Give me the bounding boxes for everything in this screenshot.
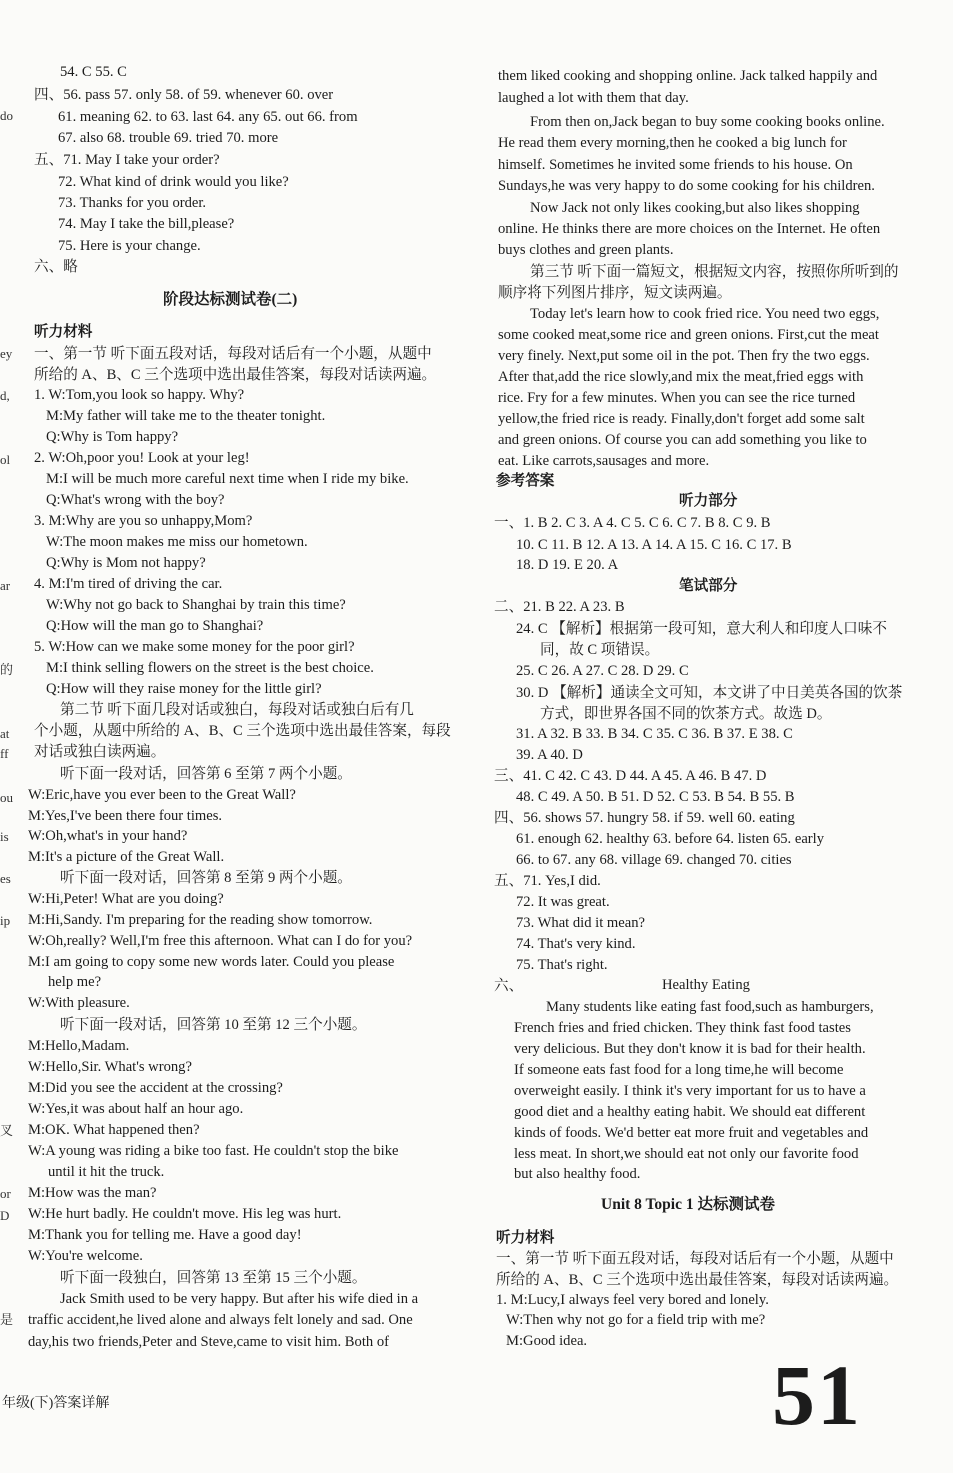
text-line: 74. That's very kind. [516,936,636,952]
edge-fragment: ol [0,452,11,467]
text-line: 二、21. B 22. A 23. B [494,599,625,615]
text-line: 六、 [494,978,524,994]
text-line: yellow,the fried rice is ready. Finally,don't forget add some salt [498,411,865,427]
text-line: 一、第一节 听下面五段对话，每段对话后有一个小题，从题中 [34,346,432,362]
edge-fragment: ip [0,913,11,928]
text-line: 听下面一段对话，回答第 10 至第 12 三个小题。 [60,1017,367,1033]
text-line: 67. also 68. trouble 69. tried 70. more [58,130,279,146]
text-line: If someone eats fast food for a long time,he will become [514,1062,844,1078]
text-line: good diet and a healthy eating habit. We should eat different [514,1104,866,1120]
text-line: 所给的 A、B、C 三个选项中选出最佳答案，每段对话读两遍。 [496,1272,899,1288]
text-line: 4. M:I'm tired of driving the car. [34,576,223,592]
text-line: M:It's a picture of the Great Wall. [28,849,225,865]
edge-fragment: 的 [0,662,14,677]
text-line: 39. A 40. D [516,747,583,763]
edge-fragment: ey [0,346,13,361]
text-line: 2. W:Oh,poor you! Look at your leg! [34,450,250,466]
text-line: 方式，即世界各国不同的饮茶方式。故选 D。 [540,706,832,722]
text-line: 74. May I take the bill,please? [58,216,235,232]
text-line: M:OK. What happened then? [28,1122,200,1138]
text-line: M:I think selling flowers on the street is the best choice. [46,660,374,676]
text-line: overweight easily. I think it's very important for us to have a [514,1083,866,1099]
text-line: and green onions. Of course you can add something you like to [498,432,867,448]
text-line: very delicious. But they don't know it is bad for their health. [514,1041,866,1057]
text-line: 10. C 11. B 12. A 13. A 14. A 15. C 16. C 17. B [516,537,792,553]
text-line: From then on,Jack began to buy some cooking books online. [530,114,885,130]
page-number: 51 [772,1347,862,1443]
text-line: 顺序将下列图片排序，短文读两遍。 [498,285,732,301]
text-line: Q:Why is Tom happy? [46,429,179,445]
text-line: He read them every morning,then he cooked a big lunch for [498,135,847,151]
text-line: 听力材料 [34,324,93,340]
text-line: day,his two friends,Peter and Steve,came to visit him. Both of [28,1334,389,1350]
text-line: M:Good idea. [506,1333,588,1349]
text-line: eat. Like carrots,sausages and more. [498,453,710,469]
text-line: 四、56. pass 57. only 58. of 59. whenever 60. over [34,87,334,103]
text-line: kinds of foods. We'd better eat more fruit and vegetables and [514,1125,869,1141]
text-line: 听下面一段对话，回答第 6 至第 7 两个小题。 [60,766,352,782]
text-line: until it hit the truck. [48,1164,165,1180]
text-line: very finely. Next,put some oil in the pot. Then fry the two eggs. [498,348,870,364]
text-line: buys clothes and green plants. [498,242,674,258]
text-line: 54. C 55. C [60,64,127,80]
text-line: but also healthy food. [514,1166,641,1182]
text-line: W:With pleasure. [28,995,130,1011]
text-line: M:Yes,I've been there four times. [28,808,223,824]
text-line: online. He thinks there are more choices on the Internet. He often [498,221,881,237]
text-line: 61. enough 62. healthy 63. before 64. listen 65. early [516,831,825,847]
text-line: 31. A 32. B 33. B 34. C 35. C 36. B 37. E 38. C [516,726,793,742]
text-line: M:Hello,Madam. [28,1038,130,1054]
text-line: himself. Sometimes he invited some friends to his house. On [498,157,853,173]
text-line: W:Oh,really? Well,I'm free this afternoon. What can I do for you? [28,933,413,949]
text-line: M:I will be much more careful next time when I ride my bike. [46,471,409,487]
edge-fragment: ou [0,790,13,805]
text-line: 阶段达标测试卷(二) [163,291,298,308]
text-line: 66. to 67. any 68. village 69. changed 70. cities [516,852,792,868]
footer-book-title: 年级(下)答案详解 [2,1396,110,1411]
text-line: 同，故 C 项错误。 [540,642,660,658]
text-line: 四、56. shows 57. hungry 58. if 59. well 60. eating [494,810,795,826]
text-line: French fries and fried chicken. They think fast food tastes [514,1020,851,1036]
text-line: 73. Thanks for you order. [58,195,207,211]
text-line: W:A young was riding a bike too fast. He couldn't stop the bike [28,1143,399,1159]
edge-fragment: D [0,1208,10,1223]
text-line: 三、41. C 42. C 43. D 44. A 45. A 46. B 47. D [494,768,767,784]
text-line: 一、1. B 2. C 3. A 4. C 5. C 6. C 7. B 8. C 9. B [494,515,771,531]
text-line: W:Then why not go for a field trip with me? [506,1312,766,1328]
text-line: M:Did you see the accident at the crossing? [28,1080,283,1096]
text-line: less meat. In short,we should eat not only our favorite food [514,1146,859,1162]
text-line: 1. W:Tom,you look so happy. Why? [34,387,245,403]
text-line: 五、71. May I take your order? [34,152,220,168]
text-line: 24. C 【解析】根据第一段可知，意大利人和印度人口味不 [516,621,887,637]
text-line: 听下面一段独白，回答第 13 至第 15 三个小题。 [60,1270,367,1286]
text-line: Now Jack not only likes cooking,but also likes shopping [530,200,860,216]
text-line: W:He hurt badly. He couldn't move. His leg was hurt. [28,1206,342,1222]
text-line: 听下面一段对话，回答第 8 至第 9 两个小题。 [60,870,352,886]
text-line: 72. It was great. [516,894,610,910]
text-line: Q:What's wrong with the boy? [46,492,225,508]
text-line: traffic accident,he lived alone and always felt lonely and sad. One [28,1312,413,1328]
text-line: 听力材料 [496,1230,555,1246]
text-line: W:The moon makes me miss our hometown. [46,534,308,550]
text-line: 73. What did it mean? [516,915,646,931]
text-line: Many students like eating fast food,such as hamburgers, [546,999,874,1015]
text-line: 笔试部分 [679,578,738,594]
edge-fragment: or [0,1186,11,1201]
text-line: Q:How will they raise money for the little girl? [46,681,322,697]
text-line: laughed a lot with them that day. [498,90,689,106]
text-line: W:Oh,what's in your hand? [28,828,188,844]
text-line: Sundays,he was very happy to do some cooking for his children. [498,178,875,194]
text-line: 听力部分 [679,493,738,509]
text-line: 25. C 26. A 27. C 28. D 29. C [516,663,689,679]
text-line: 61. meaning 62. to 63. last 64. any 65. out 66. from [58,109,358,125]
text-line: 75. That's right. [516,957,608,973]
text-line: W:Hello,Sir. What's wrong? [28,1059,192,1075]
text-line: Unit 8 Topic 1 达标测试卷 [601,1196,775,1213]
text-line: help me? [48,974,102,990]
text-line: some cooked meat,some rice and green onions. First,cut the meat [498,327,879,343]
text-line: M:My father will take me to the theater tonight. [46,408,326,424]
text-line: 72. What kind of drink would you like? [58,174,289,190]
text-line: 5. W:How can we make some money for the poor girl? [34,639,355,655]
text-line: W:Hi,Peter! What are you doing? [28,891,224,907]
edge-fragment: is [0,829,9,844]
text-line: M:Thank you for telling me. Have a good day! [28,1227,302,1243]
edge-fragment: 叉 [0,1123,14,1138]
text-line: Today let's learn how to cook fried rice. You need two eggs, [530,306,880,322]
text-line: M:Hi,Sandy. I'm preparing for the reading show tomorrow. [28,912,373,928]
text-line: 第二节 听下面几段对话或独白，每段对话或独白后有几 [60,702,414,718]
edge-fragment: do [0,108,13,123]
text-line: 一、第一节 听下面五段对话，每段对话后有一个小题，从题中 [496,1251,894,1267]
text-line: Healthy Eating [662,977,750,993]
text-line: 1. M:Lucy,I always feel very bored and lonely. [496,1292,769,1308]
text-line: W:Why not go back to Shanghai by train this time? [46,597,346,613]
text-line: 18. D 19. E 20. A [516,557,619,573]
text-line: Q:Why is Mom not happy? [46,555,206,571]
text-line: them liked cooking and shopping online. Jack talked happily and [498,68,878,84]
text-line: M:I am going to copy some new words later. Could you please [28,954,395,970]
edge-fragment: ar [0,578,11,593]
edge-fragment: ff [0,746,9,761]
text-line: Jack Smith used to be very happy. But after his wife died in a [60,1291,419,1307]
text-line: After that,add the rice slowly,and mix the meat,fried eggs with [498,369,864,385]
text-line: W:Eric,have you ever been to the Great Wall? [28,787,296,803]
text-line: 30. D 【解析】通读全文可知，本文讲了中日美英各国的饮茶 [516,685,903,701]
text-line: 48. C 49. A 50. B 51. D 52. C 53. B 54. B 55. B [516,789,795,805]
text-line: 75. Here is your change. [58,238,201,254]
edge-fragment: 是 [0,1312,14,1327]
text-line: W:Yes,it was about half an hour ago. [28,1101,244,1117]
text-line: 参考答案 [496,473,555,489]
edge-fragment: d, [0,388,10,403]
text-line: 所给的 A、B、C 三个选项中选出最佳答案，每段对话读两遍。 [34,367,437,383]
text-line: 第三节 听下面一篇短文，根据短文内容，按照你所听到的 [530,264,899,280]
text-line: 个小题，从题中所给的 A、B、C 三个选项中选出最佳答案，每段 [34,723,451,739]
text-line: rice. Fry for a few minutes. When you can see the rice turned [498,390,856,406]
text-line: 六、略 [34,259,78,275]
text-line: W:You're welcome. [28,1248,143,1264]
text-line: 五、71. Yes,I did. [494,873,601,889]
text-line: Q:How will the man go to Shanghai? [46,618,264,634]
text-line: 3. M:Why are you so unhappy,Mom? [34,513,253,529]
text-line: M:How was the man? [28,1185,157,1201]
text-line: 对话或独白读两遍。 [34,744,166,760]
edge-fragment: es [0,871,11,886]
edge-fragment: at [0,726,10,741]
